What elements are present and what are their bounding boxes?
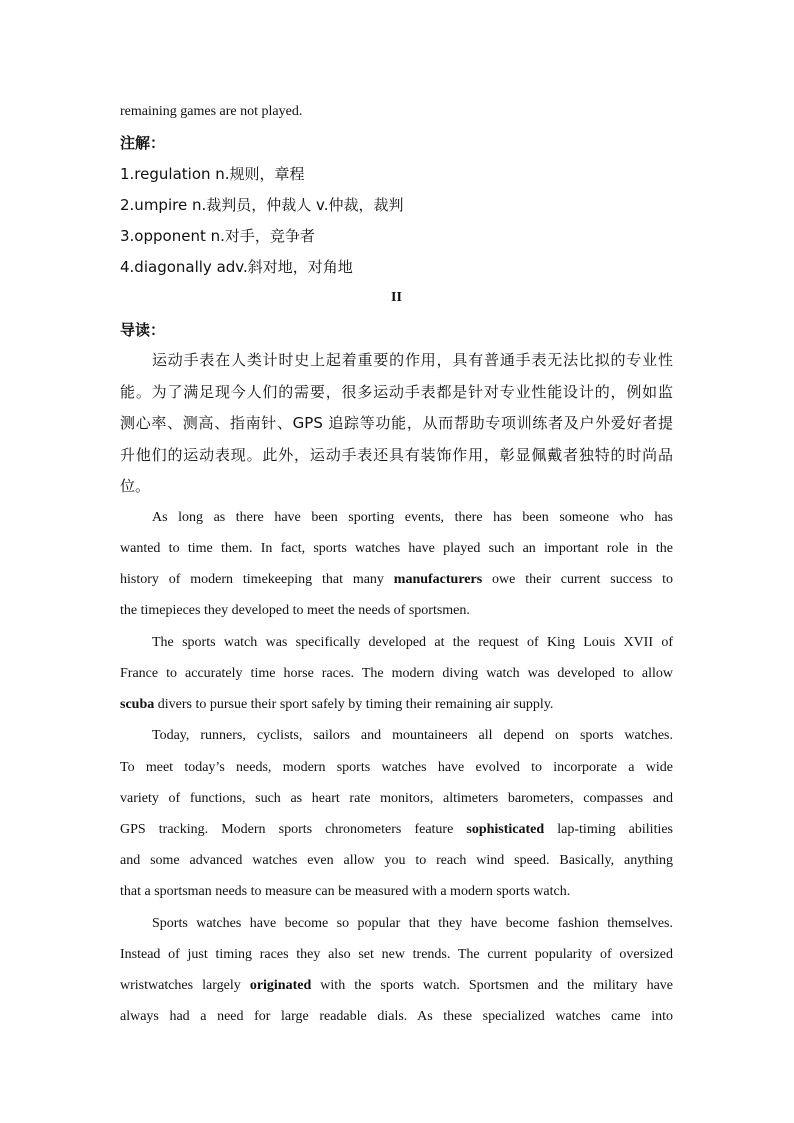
guide-line: 位。 — [120, 477, 151, 495]
paragraph-line: As long as there have been sporting events, there has been someone who has — [152, 510, 673, 525]
paragraph-line: and some advanced watches even allow you to reach wind speed. Basically, anything — [120, 853, 673, 868]
notes-heading: 注解： — [120, 134, 166, 152]
paragraph-line: wanted to time them. In fact, sports watches have played such an important role in the — [120, 541, 673, 556]
guide-line: 测心率、测高、指南针、GPS 追踪等功能，从而帮助专项训练者及户外爱好者提 — [120, 414, 673, 432]
paragraph-line: variety of functions, such as heart rate monitors, altimeters barometers, compasses and — [120, 791, 673, 806]
note-item: 2.umpire n.裁判员，仲裁人 v.仲裁，裁判 — [120, 196, 404, 214]
vocab-word: manufacturers — [393, 572, 483, 587]
vocab-word: scuba — [120, 697, 155, 712]
guide-line: 运动手表在人类计时史上起着重要的作用，具有普通手表无法比拟的专业性 — [152, 351, 673, 369]
vocab-word: originated — [249, 978, 312, 993]
vocab-word: sophisticated — [466, 822, 545, 837]
text-run: with the sports watch. Sportsmen and the military have — [311, 978, 674, 993]
paragraph-line — [120, 820, 673, 840]
note-item: 3.opponent n.对手，竞争者 — [120, 227, 315, 245]
paragraph-line: that a sportsman needs to measure can be measured with a modern sports watch. — [120, 884, 571, 899]
text-run: GPS tracking. Modern sports chronometers feature — [120, 822, 467, 837]
paragraph-line — [120, 695, 673, 715]
text-run: wristwatches largely — [120, 978, 250, 993]
paragraph-line: France to accurately time horse races. The modern diving watch was developed to allow — [120, 666, 673, 681]
paragraph-line: the timepieces they developed to meet the needs of sportsmen. — [120, 603, 470, 618]
paragraph-line: The sports watch was specifically developed at the request of King Louis XVII of — [152, 635, 673, 650]
paragraph-line: Instead of just timing races they also set new trends. The current popularity of oversized — [120, 947, 673, 962]
paragraph-line: To meet today’s needs, modern sports watches have evolved to incorporate a wide — [120, 760, 673, 775]
guide-line: 能。为了满足现今人们的需要，很多运动手表都是针对专业性能设计的，例如监 — [120, 383, 673, 401]
paragraph-line — [120, 976, 673, 996]
section-numeral: II — [391, 290, 402, 305]
paragraph-line — [120, 570, 673, 590]
note-item: 4.diagonally adv.斜对地，对角地 — [120, 258, 353, 276]
text-run: lap-timing abilities — [544, 822, 674, 837]
intro-tail-text: remaining games are not played. — [120, 104, 303, 119]
guide-line: 升他们的运动表现。此外，运动手表还具有装饰作用，彰显佩戴者独特的时尚品 — [120, 446, 673, 464]
text-run: history of modern timekeeping that many — [120, 572, 394, 587]
note-item: 1.regulation n.规则，章程 — [120, 165, 305, 183]
text-run: owe their current success to — [482, 572, 673, 587]
paragraph-line: always had a need for large readable dials. As these specialized watches came into — [120, 1009, 673, 1024]
text-run: divers to pursue their sport safely by timing their remaining air supply. — [154, 697, 554, 712]
guide-heading: 导读： — [120, 321, 166, 339]
paragraph-line: Today, runners, cyclists, sailors and mountaineers all depend on sports watches. — [152, 728, 673, 743]
paragraph-line: Sports watches have become so popular that they have become fashion themselves. — [152, 916, 673, 931]
